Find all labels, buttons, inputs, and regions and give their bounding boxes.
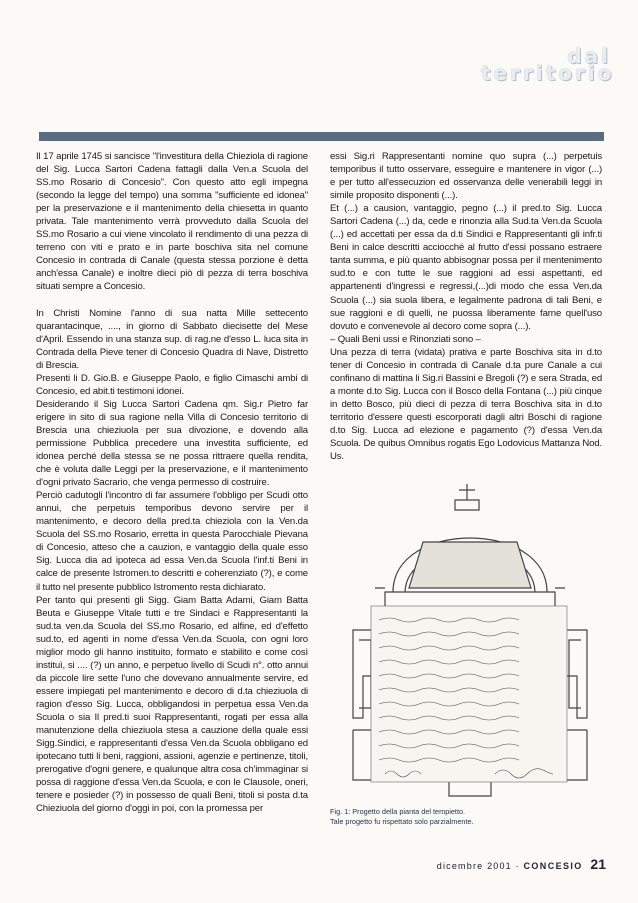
paragraph: In Christi Nomine l'anno di sua natta Mille settecento quarantacinque, ...., in giorno di Sabbato diecisette del Mese d'April. Essendo in una stanza sup. di rag.ne d'esso L. luca sita in Contrada della Pieve tener di Concesio Quadra di Nave, Distretto di Brescia. <box>36 307 308 371</box>
header-rule <box>39 132 604 141</box>
page-number: 21 <box>590 856 606 872</box>
floor-plan-drawing <box>345 480 595 802</box>
page-footer <box>420 856 606 872</box>
magazine-name: CONCESIO <box>523 861 583 871</box>
paragraph: Per tanto qui presenti gli Sigg. Giam Batta Adami, Giam Batta Beuta e Giuseppe Vitale tutti e tre Sindaci e Rappresentanti la sud.ta ven.da Scuola del SS.mo Rosario, ed alfine, ed d'effetto sud.to, ed agenti in nome d'essa Ven.da Scuola, con ogni loro miglior modo gli hanno instituito, formato e stabilito e come così instituì, si .... (?) un anno, e perpetuo livello di Scudi n°. otto annui da piccole lire sette l'uno che dovevano annualmente servire, ed essere impiegati pel mantenimento e decoro di d.ta chieziuola di ragion d'esso Sig. Lucca, obbligandosi in perpetua essa Ven.da Scuola o sia Il pred.ti suoi Rappresentanti, rogati per essa alla manutenzione della chieziuola stesa a cauzione della quale essi Sigg.Sindici, e rappresentanti d'essa Ven.da Scuola obbligano ed ipotecano tutti li beni, raggioni, assioni, agenzie e pertinenze, titoli, prerogative d'ogni genere, e qualunque altra cosa ch'immaginar si possa di raggione d'essa Ven.da Scuola, e con le Clausole, oneri, tenere e posieder (?) in possesso de quali Beni, titoli si posta d.ta Chieziuola del giorno d'oggi in poi, con la promessa per <box>36 594 308 815</box>
issue-date: dicembre 2001 <box>436 861 512 871</box>
section-logo-line2: territorio <box>481 61 615 85</box>
paragraph: essi Sig.ri Rappresentanti nomine quo supra (...) perpetuis temporibus il tutto osservare, esseguire e mantenere in vigor (...) e per tutto all'essecuzion ed osservanza delle venerabili leggi in simile proposito disponenti (...). <box>330 151 602 202</box>
article-column-right <box>330 150 602 463</box>
paragraph: – Quali Beni ussi e Rinonziati sono – <box>330 333 481 345</box>
paragraph: Desiderando il Sig Lucca Sartori Cadena qm. Sig.r Pietro far erigere in sito di sua ragione nella Villa di Concesio territorio di Brescia una chieziuola per sua divozione, e dovendo alla permissione Pubblica precedere una investita sufficiente, ed idonea perché della stessa se ne possa rittraere quella rendita, che è voluta dalle Leggi per la preservazione, e il mantenimento d'ogni privato Sacrario, che venga permesso di costruire. <box>36 398 308 489</box>
paragraph: Presenti li D. Gio.B. e Giuseppe Paolo, e figlio Cimaschi ambi di Concesio, ed abit.ti testimoni idonei. <box>36 372 308 397</box>
paragraph: Una pezza di terra (vidata) prativa e parte Boschiva sita in d.to tener di Concesio in contrada di Canale d.ta pure Canale a cui confinano di mattina li Sig.ri Bassini e Bregoli (?) e sera Strada, ed a monte d.to Sig. Lucca con il Bosco della Fontana (...) più cinque in detto Bosco, più dieci di pezza di terra Boschiva sita in d.to territorio d'essere questi escorporati dagli altri Boschi di ragione d.to Sig. Lucca ad elezione e pagamento (?) d'essa Ven.da Scuola. De quibus Omnibus rogatis Ego Lodovicus Mattanza Nod. Us. <box>330 346 602 463</box>
article-column-left <box>36 150 308 815</box>
section-logo <box>481 44 615 85</box>
section-logo-line1: dal <box>567 44 611 68</box>
footer-separator: · <box>515 861 520 871</box>
paragraph: Et (...) a causion, vantaggio, pegno (...) il pred.to Sig. Lucca Sartori Cadena (...) da, cede e rinonzia alla Sud.ta Ven.da Scuola (...) ed accettati per essa da d.ti Sindici e Rappresentanti gli infr.ti Beni in calce descritti acciocché al frutto d'essi possano estraere tanta summa, e più quanto abbisognar possa per il mentenimento sud.to e con tutte le sue raggioni ad essi aspettanti, ed appartenenti d'ingressi e regressi,(...)di modo che essa Ven.da Scuola (...) sia suola libera, e legalmente padrona di tali Beni, e sue raggioni e di quelli, ne puossa liberamente farne quell'uso dovuto e convenevole al decoro come sopra (...). <box>330 203 602 332</box>
caption-title: Fig. 1: Progetto della pianta del tempietto. <box>330 807 466 816</box>
caption-note: Tale progetto fu rispettato solo parzialmente. <box>330 816 474 826</box>
figure-caption <box>330 807 590 826</box>
paragraph: Il 17 aprile 1745 si sancisce "l'investitura della Chieziola di ragione del Sig. Lucca Sartori Cadena fattagli dalla Ven.a Scuola del SS.mo Rosario di Concesio". Con questo atto egli impegna (secondo la legge del tempo) una somma "sufficiente ed idonea" per la preservazione e il mantenimento della chiesetta in quanto privata. Tale mantenimento verrà provveduto dalla Scuola del SS.mo Rosario a cui viene vincolato il rendimento di una pezza di terreno con viti e prato e in parte boschiva sita nel comune Concesio in contrada di Canale (questa stessa porzione è detta anch'essa Canale) e inoltre dieci piò di pezza di terra boschiva situati sempre a Concesio. <box>36 151 308 293</box>
floor-plan-figure <box>345 480 595 802</box>
paragraph: Perciò cadutogli l'incontro di far assumere l'obbligo per Scudi otto annui, che perpetuis temporibus devono servire per il mantenimento, e decoro della pred.ta chieziola con la Ven.da Scuola del SS.mo Rosario, erretta in questa Parocchiale Pievana di Concesio, atteso che a cauzion, e vantaggio della quale esso Sig. Lucca dia ad ipoteca ad essa Ven.da Scuola l'inf.ti Beni in calce de presente Istromen.to descritti e coherenziato (?), e come il tutto nel presente pubblico Istromento resta dichiarato. <box>36 490 308 593</box>
